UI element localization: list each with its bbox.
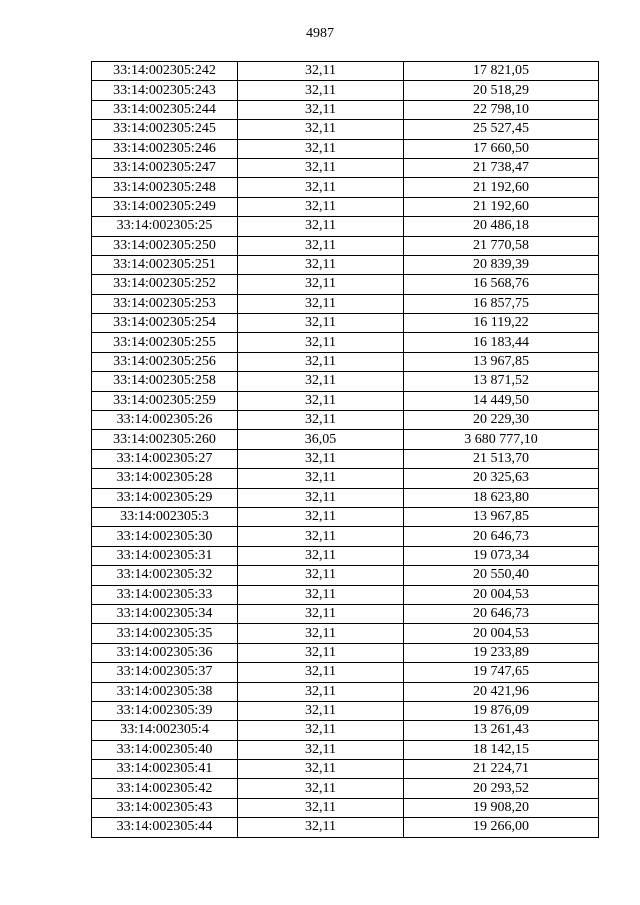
table-row bbox=[92, 585, 599, 604]
value-cell: 13 967,85 bbox=[404, 352, 599, 371]
value-cell: 21 192,60 bbox=[404, 178, 599, 197]
rate-cell: 32,11 bbox=[238, 682, 404, 701]
cadastral-number-cell: 33:14:002305:26 bbox=[92, 411, 238, 430]
value-cell: 20 518,29 bbox=[404, 81, 599, 100]
table-row bbox=[92, 139, 599, 158]
rate-cell: 32,11 bbox=[238, 255, 404, 274]
table-row bbox=[92, 178, 599, 197]
value-cell: 21 224,71 bbox=[404, 760, 599, 779]
table-row bbox=[92, 546, 599, 565]
table-row bbox=[92, 391, 599, 410]
value-cell: 20 229,30 bbox=[404, 411, 599, 430]
rate-cell: 32,11 bbox=[238, 546, 404, 565]
value-cell: 18 142,15 bbox=[404, 740, 599, 759]
rate-cell: 32,11 bbox=[238, 411, 404, 430]
value-cell: 19 908,20 bbox=[404, 798, 599, 817]
cadastral-number-cell: 33:14:002305:41 bbox=[92, 760, 238, 779]
table-row bbox=[92, 372, 599, 391]
value-cell: 13 261,43 bbox=[404, 721, 599, 740]
cadastral-number-cell: 33:14:002305:246 bbox=[92, 139, 238, 158]
rate-cell: 36,05 bbox=[238, 430, 404, 449]
rate-cell: 32,11 bbox=[238, 139, 404, 158]
rate-cell: 32,11 bbox=[238, 624, 404, 643]
value-cell: 19 747,65 bbox=[404, 663, 599, 682]
table-row bbox=[92, 255, 599, 274]
table-row bbox=[92, 275, 599, 294]
value-cell: 20 486,18 bbox=[404, 217, 599, 236]
cadastral-number-cell: 33:14:002305:243 bbox=[92, 81, 238, 100]
value-cell: 19 876,09 bbox=[404, 701, 599, 720]
value-cell: 16 568,76 bbox=[404, 275, 599, 294]
table-row bbox=[92, 566, 599, 585]
rate-cell: 32,11 bbox=[238, 120, 404, 139]
cadastral-number-cell: 33:14:002305:250 bbox=[92, 236, 238, 255]
table-row bbox=[92, 818, 599, 837]
table-row bbox=[92, 62, 599, 81]
rate-cell: 32,11 bbox=[238, 469, 404, 488]
value-cell: 14 449,50 bbox=[404, 391, 599, 410]
value-cell: 20 325,63 bbox=[404, 469, 599, 488]
table-row bbox=[92, 333, 599, 352]
cadastral-number-cell: 33:14:002305:38 bbox=[92, 682, 238, 701]
table-row bbox=[92, 120, 599, 139]
rate-cell: 32,11 bbox=[238, 721, 404, 740]
cadastral-number-cell: 33:14:002305:259 bbox=[92, 391, 238, 410]
rate-cell: 32,11 bbox=[238, 740, 404, 759]
rate-cell: 32,11 bbox=[238, 701, 404, 720]
value-cell: 18 623,80 bbox=[404, 488, 599, 507]
cadastral-number-cell: 33:14:002305:31 bbox=[92, 546, 238, 565]
value-cell: 21 738,47 bbox=[404, 158, 599, 177]
cadastral-number-cell: 33:14:002305:255 bbox=[92, 333, 238, 352]
rate-cell: 32,11 bbox=[238, 100, 404, 119]
value-cell: 20 421,96 bbox=[404, 682, 599, 701]
rate-cell: 32,11 bbox=[238, 507, 404, 526]
table-row bbox=[92, 798, 599, 817]
cadastral-number-cell: 33:14:002305:39 bbox=[92, 701, 238, 720]
rate-cell: 32,11 bbox=[238, 604, 404, 623]
cadastral-number-cell: 33:14:002305:248 bbox=[92, 178, 238, 197]
cadastral-number-cell: 33:14:002305:242 bbox=[92, 62, 238, 81]
cadastral-number-cell: 33:14:002305:27 bbox=[92, 449, 238, 468]
value-cell: 16 119,22 bbox=[404, 314, 599, 333]
rate-cell: 32,11 bbox=[238, 488, 404, 507]
cadastral-number-cell: 33:14:002305:40 bbox=[92, 740, 238, 759]
cadastral-table bbox=[91, 61, 599, 838]
cadastral-number-cell: 33:14:002305:245 bbox=[92, 120, 238, 139]
cadastral-number-cell: 33:14:002305:256 bbox=[92, 352, 238, 371]
cadastral-number-cell: 33:14:002305:42 bbox=[92, 779, 238, 798]
rate-cell: 32,11 bbox=[238, 352, 404, 371]
rate-cell: 32,11 bbox=[238, 158, 404, 177]
value-cell: 20 646,73 bbox=[404, 527, 599, 546]
value-cell: 21 513,70 bbox=[404, 449, 599, 468]
value-cell: 17 821,05 bbox=[404, 62, 599, 81]
table-row bbox=[92, 779, 599, 798]
cadastral-number-cell: 33:14:002305:25 bbox=[92, 217, 238, 236]
value-cell: 20 004,53 bbox=[404, 585, 599, 604]
table-row bbox=[92, 701, 599, 720]
rate-cell: 32,11 bbox=[238, 81, 404, 100]
cadastral-number-cell: 33:14:002305:260 bbox=[92, 430, 238, 449]
cadastral-number-cell: 33:14:002305:33 bbox=[92, 585, 238, 604]
table-row bbox=[92, 760, 599, 779]
rate-cell: 32,11 bbox=[238, 275, 404, 294]
cadastral-number-cell: 33:14:002305:28 bbox=[92, 469, 238, 488]
table-row bbox=[92, 236, 599, 255]
table-row bbox=[92, 624, 599, 643]
rate-cell: 32,11 bbox=[238, 449, 404, 468]
rate-cell: 32,11 bbox=[238, 294, 404, 313]
rate-cell: 32,11 bbox=[238, 314, 404, 333]
table-row bbox=[92, 740, 599, 759]
value-cell: 21 192,60 bbox=[404, 197, 599, 216]
table-row bbox=[92, 507, 599, 526]
value-cell: 13 967,85 bbox=[404, 507, 599, 526]
cadastral-number-cell: 33:14:002305:4 bbox=[92, 721, 238, 740]
rate-cell: 32,11 bbox=[238, 178, 404, 197]
table-row bbox=[92, 352, 599, 371]
rate-cell: 32,11 bbox=[238, 197, 404, 216]
cadastral-number-cell: 33:14:002305:34 bbox=[92, 604, 238, 623]
table-row bbox=[92, 81, 599, 100]
cadastral-number-cell: 33:14:002305:29 bbox=[92, 488, 238, 507]
table-row bbox=[92, 721, 599, 740]
rate-cell: 32,11 bbox=[238, 663, 404, 682]
value-cell: 25 527,45 bbox=[404, 120, 599, 139]
value-cell: 13 871,52 bbox=[404, 372, 599, 391]
rate-cell: 32,11 bbox=[238, 527, 404, 546]
table-row bbox=[92, 314, 599, 333]
table-row bbox=[92, 294, 599, 313]
cadastral-number-cell: 33:14:002305:252 bbox=[92, 275, 238, 294]
rate-cell: 32,11 bbox=[238, 760, 404, 779]
cadastral-number-cell: 33:14:002305:35 bbox=[92, 624, 238, 643]
value-cell: 20 550,40 bbox=[404, 566, 599, 585]
value-cell: 19 073,34 bbox=[404, 546, 599, 565]
rate-cell: 32,11 bbox=[238, 585, 404, 604]
cadastral-number-cell: 33:14:002305:32 bbox=[92, 566, 238, 585]
value-cell: 17 660,50 bbox=[404, 139, 599, 158]
cadastral-number-cell: 33:14:002305:44 bbox=[92, 818, 238, 837]
table-body bbox=[92, 62, 599, 838]
rate-cell: 32,11 bbox=[238, 372, 404, 391]
rate-cell: 32,11 bbox=[238, 818, 404, 837]
cadastral-number-cell: 33:14:002305:247 bbox=[92, 158, 238, 177]
value-cell: 20 004,53 bbox=[404, 624, 599, 643]
cadastral-number-cell: 33:14:002305:244 bbox=[92, 100, 238, 119]
table-row bbox=[92, 643, 599, 662]
table-row bbox=[92, 217, 599, 236]
value-cell: 16 183,44 bbox=[404, 333, 599, 352]
page-number: 4987 bbox=[306, 26, 334, 41]
value-cell: 16 857,75 bbox=[404, 294, 599, 313]
value-cell: 22 798,10 bbox=[404, 100, 599, 119]
cadastral-number-cell: 33:14:002305:30 bbox=[92, 527, 238, 546]
value-cell: 19 233,89 bbox=[404, 643, 599, 662]
table-row bbox=[92, 604, 599, 623]
value-cell: 21 770,58 bbox=[404, 236, 599, 255]
cadastral-number-cell: 33:14:002305:36 bbox=[92, 643, 238, 662]
rate-cell: 32,11 bbox=[238, 217, 404, 236]
rate-cell: 32,11 bbox=[238, 236, 404, 255]
cadastral-number-cell: 33:14:002305:3 bbox=[92, 507, 238, 526]
table-row bbox=[92, 469, 599, 488]
table-row bbox=[92, 682, 599, 701]
table-row bbox=[92, 449, 599, 468]
cadastral-number-cell: 33:14:002305:249 bbox=[92, 197, 238, 216]
value-cell: 3 680 777,10 bbox=[404, 430, 599, 449]
cadastral-number-cell: 33:14:002305:37 bbox=[92, 663, 238, 682]
table-row bbox=[92, 100, 599, 119]
cadastral-number-cell: 33:14:002305:43 bbox=[92, 798, 238, 817]
table-row bbox=[92, 663, 599, 682]
rate-cell: 32,11 bbox=[238, 798, 404, 817]
rate-cell: 32,11 bbox=[238, 62, 404, 81]
cadastral-number-cell: 33:14:002305:254 bbox=[92, 314, 238, 333]
value-cell: 20 839,39 bbox=[404, 255, 599, 274]
table-row bbox=[92, 488, 599, 507]
cadastral-number-cell: 33:14:002305:253 bbox=[92, 294, 238, 313]
table-row bbox=[92, 411, 599, 430]
rate-cell: 32,11 bbox=[238, 333, 404, 352]
rate-cell: 32,11 bbox=[238, 779, 404, 798]
cadastral-number-cell: 33:14:002305:251 bbox=[92, 255, 238, 274]
value-cell: 20 293,52 bbox=[404, 779, 599, 798]
table-row bbox=[92, 430, 599, 449]
table-row bbox=[92, 158, 599, 177]
table-row bbox=[92, 527, 599, 546]
cadastral-number-cell: 33:14:002305:258 bbox=[92, 372, 238, 391]
rate-cell: 32,11 bbox=[238, 643, 404, 662]
rate-cell: 32,11 bbox=[238, 566, 404, 585]
value-cell: 20 646,73 bbox=[404, 604, 599, 623]
rate-cell: 32,11 bbox=[238, 391, 404, 410]
value-cell: 19 266,00 bbox=[404, 818, 599, 837]
table-row bbox=[92, 197, 599, 216]
